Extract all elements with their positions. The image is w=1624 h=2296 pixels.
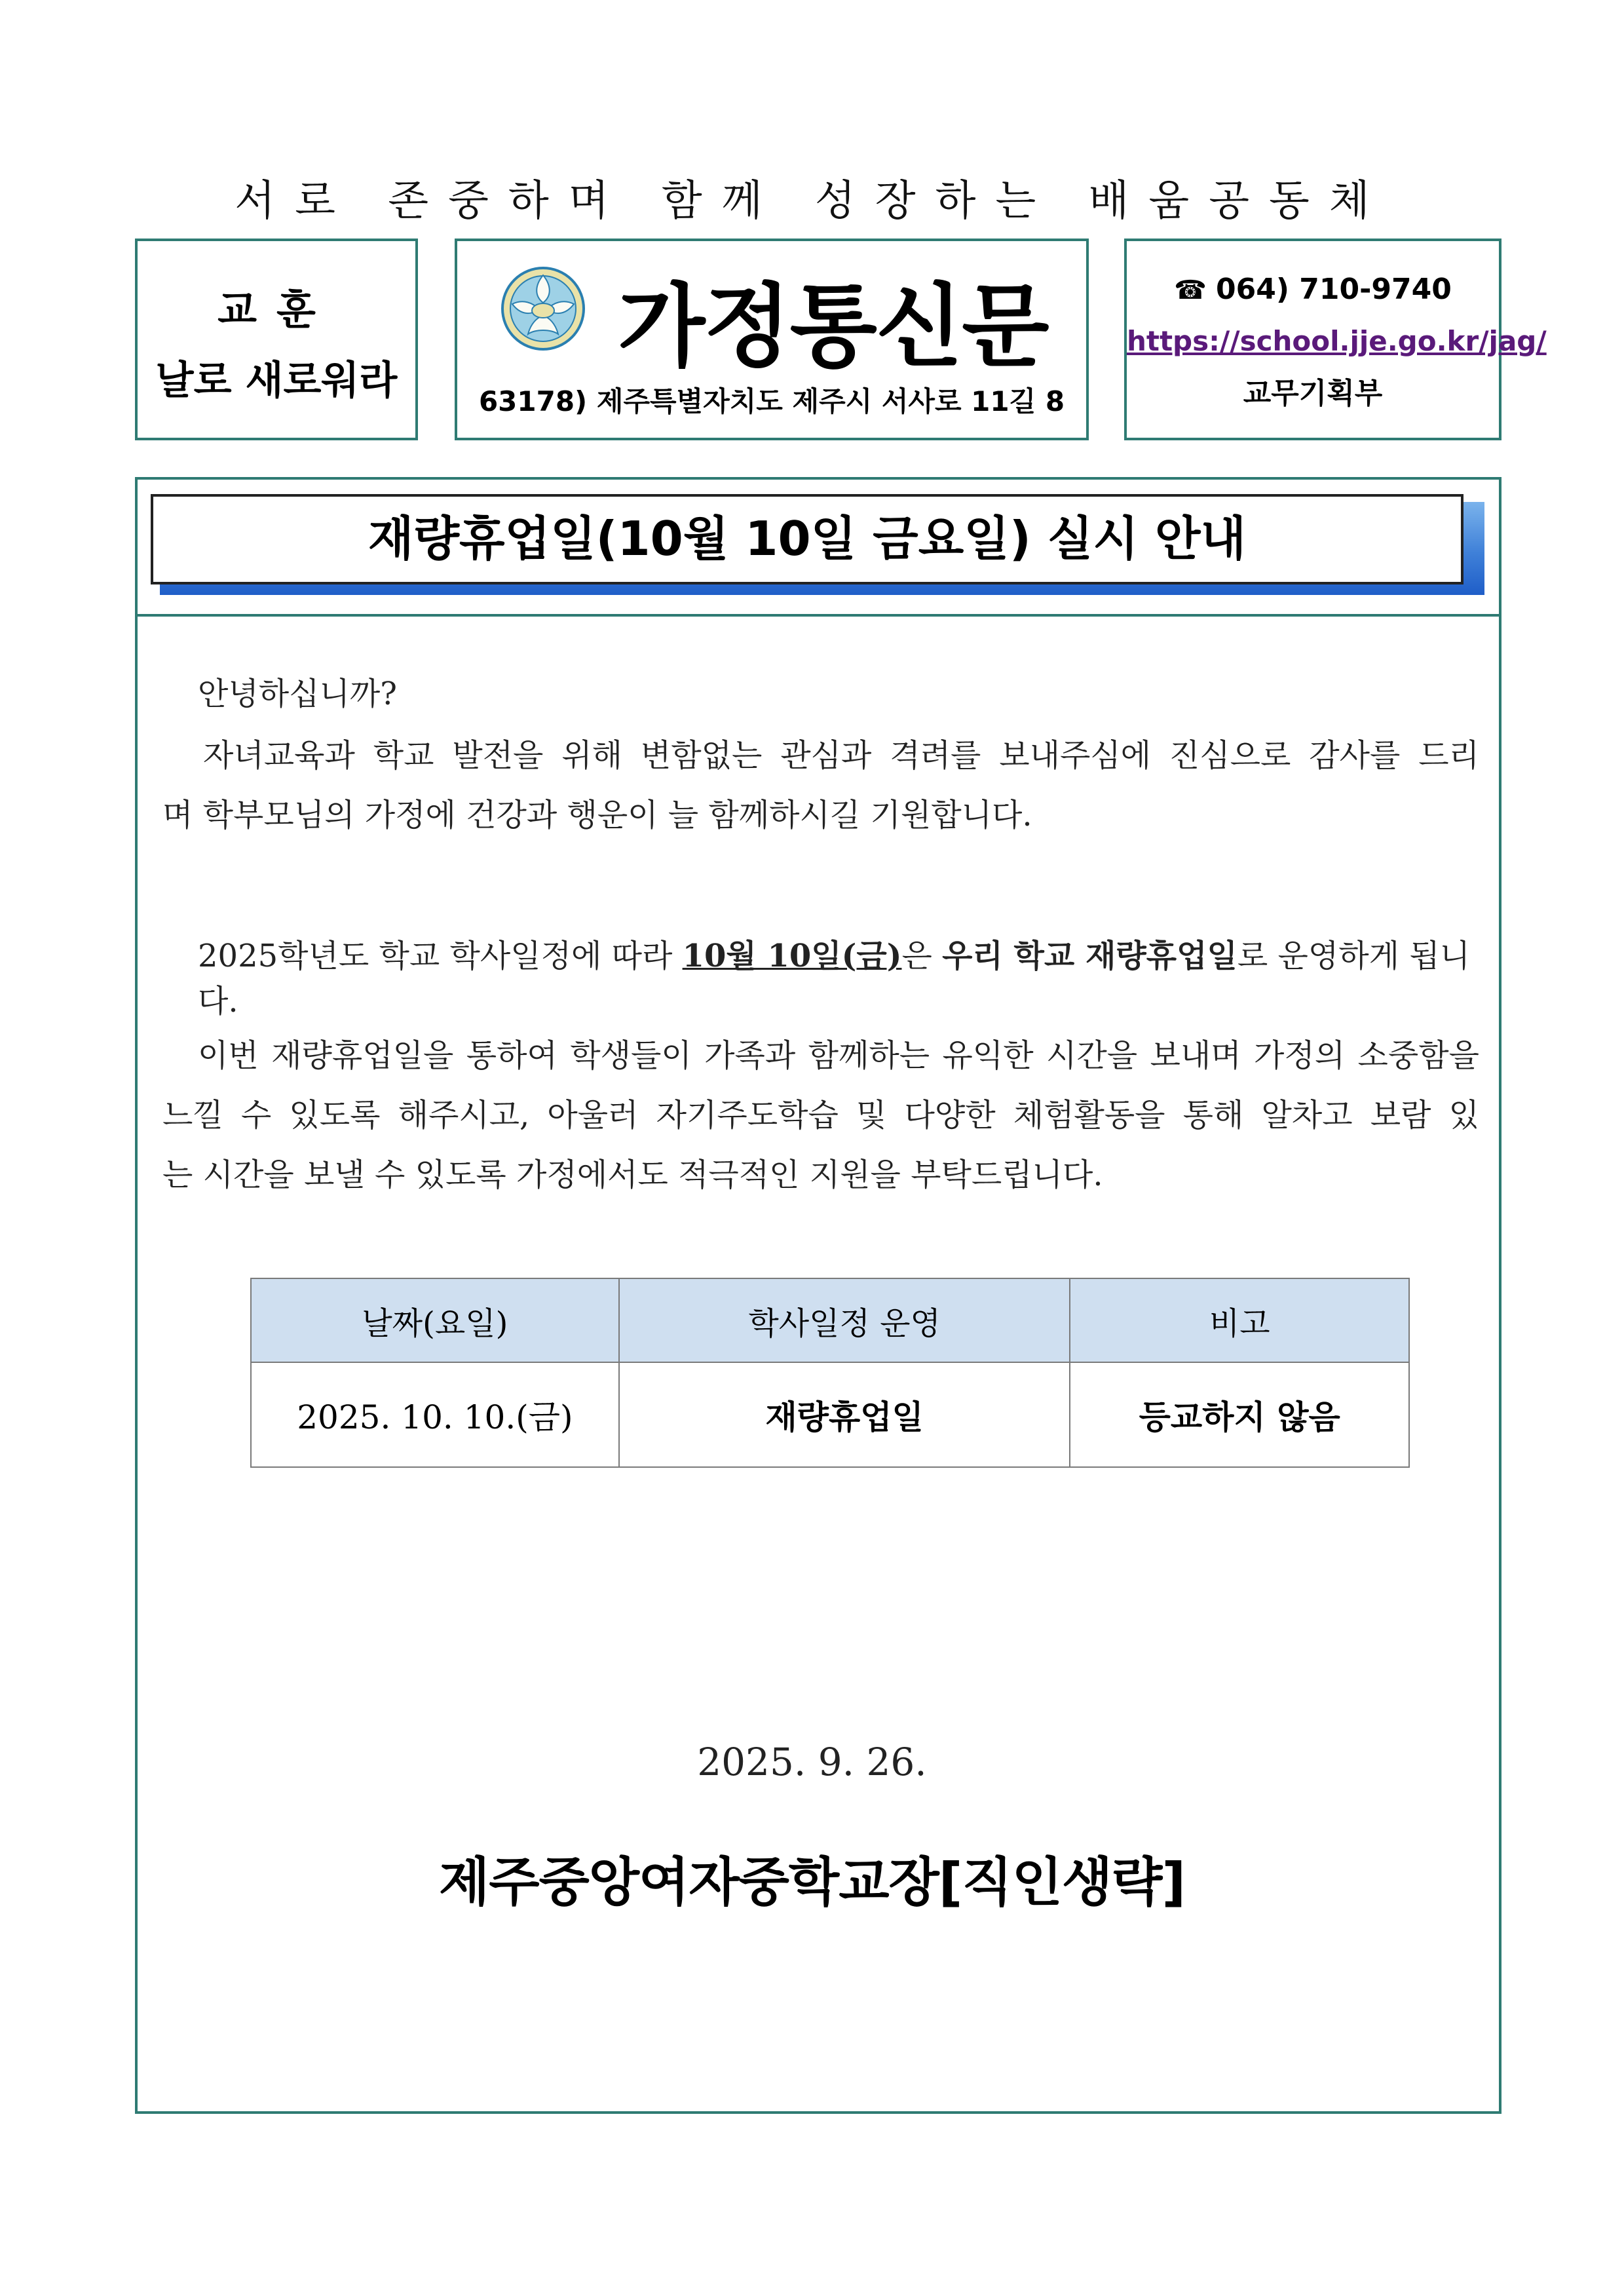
paragraph-1-line-2: 며 학부모님의 가정에 건강과 행운이 늘 함께하시길 기원합니다. (162, 797, 1032, 833)
paragraph-2-mid: 은 (901, 938, 943, 974)
department: 교무기획부 (1243, 377, 1383, 410)
newsletter-title: 가정통신문 (618, 274, 1048, 379)
paragraph-3-line-3: 는 시간을 보낼 수 있도록 가정에서도 적극적인 지원을 부탁드립니다. (162, 1157, 1103, 1193)
masthead-box (455, 239, 1089, 440)
greeting: 안녕하십니까? (198, 676, 397, 712)
table-cell-schedule: 재량휴업일 (619, 1362, 1070, 1467)
table-header-schedule: 학사일정 운영 (619, 1278, 1070, 1362)
paragraph-1 (162, 726, 1479, 845)
holiday-emphasis: 우리 학교 재량휴업일 (942, 938, 1237, 974)
schedule-table (250, 1278, 1410, 1468)
paragraph-3-line-1: 이번 재량휴업일을 통하여 학생들이 가족과 함께하는 유익한 시간을 보내며 가정의 소중함을 (198, 1037, 1479, 1074)
signer: 제주중앙여자중학교장[직인생략] (438, 1852, 1186, 1913)
school-address: 63178) 제주특별자치도 제주시 서사로 11길 8 (478, 385, 1065, 417)
table-header-row (251, 1278, 1409, 1362)
motto: 서로 존중하며 함께 성장하는 배움공동체 (235, 177, 1389, 225)
title-divider (135, 614, 1501, 617)
paragraph-2-lead: 2025학년도 학교 학사일정에 따라 (198, 938, 683, 974)
phone-line (1127, 273, 1499, 306)
table-header-date: 날짜(요일) (251, 1278, 619, 1362)
table-cell-date: 2025. 10. 10.(금) (251, 1362, 619, 1467)
paragraph-3 (162, 1026, 1479, 1205)
phone-icon: ☎ (1174, 275, 1207, 305)
school-website-link[interactable]: https://school.jje.go.kr/jag/ (1127, 325, 1547, 357)
table-header-note: 비고 (1070, 1278, 1409, 1362)
notice-title: 재량휴업일(10월 10일 금요일) 실시 안내 (151, 494, 1463, 584)
paragraph-2-tail: 로 운영하게 됩니다. (198, 938, 1470, 1020)
paragraph-1-line-1: 자녀교육과 학교 발전을 위해 변함없는 관심과 격려를 보내주심에 진심으로 감사를 드리 (203, 737, 1479, 774)
contact-box (1124, 239, 1547, 440)
table-cell-note: 등교하지 않음 (1070, 1362, 1409, 1467)
table-row (251, 1362, 1409, 1467)
holiday-date: 10월 10일(금) (682, 938, 902, 974)
phone-number: 064) 710-9740 (1215, 273, 1452, 306)
school-motto-box (135, 239, 418, 440)
paragraph-3-line-2: 느낄 수 있도록 해주시고, 아울러 자기주도학습 및 다양한 체험활동을 통해 알차고 보람 있 (162, 1097, 1479, 1134)
school-emblem-icon (500, 266, 586, 351)
school-motto-text: 날로 새로워라 (155, 358, 398, 404)
paragraph-2 (198, 930, 1482, 1021)
issue-date: 2025. 9. 26. (697, 1740, 927, 1784)
school-motto-label: 교훈 (217, 286, 335, 334)
